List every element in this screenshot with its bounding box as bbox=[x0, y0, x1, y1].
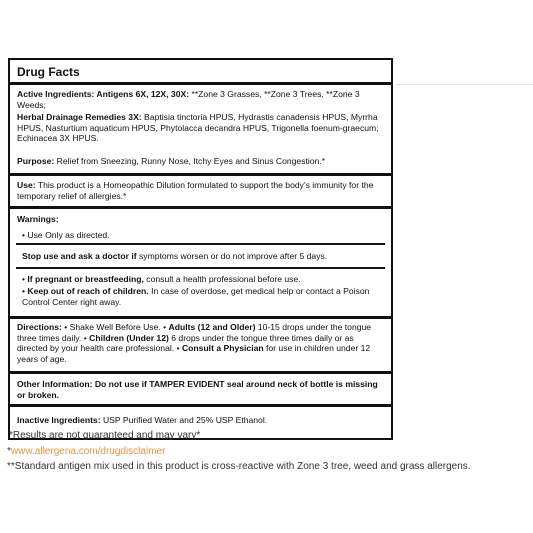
stop-use-label: Stop use and ask a doctor if bbox=[22, 251, 137, 261]
herbal-remedies-text: Baptisia tinctoria HPUS, Hydrastis canadensis HPUS, Myrrha HPUS, Nasturtium aquaticum HPUS, Phytolacca decandra HPUS, Trigonella foenum-graecum; Echinacea 3X HPUS. bbox=[17, 112, 379, 144]
inactive-ingredients-text: USP Purified Water and 25% USP Ethanol. bbox=[100, 415, 268, 425]
disclaimer-link[interactable]: www.allergena.com/drugdisclaimer bbox=[10, 446, 166, 457]
active-ingredients-text: **Zone 3 Grasses, **Zone 3 Trees, **Zone 3 Weeds; bbox=[17, 89, 360, 110]
warning-divider bbox=[16, 243, 385, 245]
herbal-remedies-label: Herbal Drainage Remedies 3X: bbox=[17, 112, 142, 122]
herbal-remedies bbox=[17, 112, 385, 144]
section-rule bbox=[10, 316, 391, 319]
bullet: • bbox=[22, 286, 28, 296]
stop-use-text: symptoms worsen or do not improve after 5 days. bbox=[136, 251, 328, 261]
inactive-ingredients bbox=[17, 415, 385, 426]
active-ingredients-label: Active Ingredients: Antigens 6X, 12X, 30X: bbox=[17, 89, 190, 99]
use-section bbox=[17, 180, 385, 201]
adults-label: Adults (12 and Older) bbox=[168, 322, 256, 332]
use-label: Use: bbox=[17, 180, 36, 190]
keep-out-text: In case of overdose, get medical help or contact a Poison Control Center right away. bbox=[22, 286, 370, 307]
directions-label: Directions: bbox=[17, 322, 62, 332]
keep-out-label: Keep out of reach of children. bbox=[27, 286, 149, 296]
section-rule bbox=[10, 404, 391, 407]
active-ingredients bbox=[17, 89, 385, 110]
section-rule bbox=[10, 206, 391, 209]
children-label: Children (Under 12) bbox=[89, 332, 169, 343]
title-rule bbox=[10, 82, 391, 85]
purpose-label: Purpose: bbox=[17, 156, 55, 166]
warning-use-as-directed: • Use Only as directed. bbox=[22, 230, 110, 240]
directions-section bbox=[17, 322, 385, 364]
section-rule bbox=[10, 371, 391, 374]
results-footnote: *Results are not guaranteed and may vary* bbox=[9, 430, 201, 441]
asterisk: * bbox=[7, 446, 11, 457]
consult-label: Consult a Physician bbox=[181, 343, 264, 354]
disclaimer-footnote bbox=[7, 446, 165, 458]
pregnant-text: consult a health professional before use. bbox=[143, 274, 301, 284]
directions-text: for use in children under 12 years of age. bbox=[17, 343, 371, 364]
standard-antigen-footnote: **Standard antigen mix used in this product is cross-reactive with Zone 3 tree, weed and grass allergens. bbox=[7, 461, 471, 472]
warning-pregnant bbox=[22, 274, 382, 285]
use-text: This product is a Homeopathic Dilution formulated to support the body's immunity for the temporary relief of allergies.* bbox=[17, 180, 374, 201]
warning-divider bbox=[16, 267, 385, 269]
inactive-ingredients-label: Inactive Ingredients: bbox=[17, 415, 101, 425]
warning-keep-out-of-reach bbox=[22, 286, 382, 307]
warning-stop-use bbox=[22, 251, 382, 262]
directions-text: 10-15 drops under the tongue three times daily. • bbox=[17, 322, 372, 343]
background-divider-line bbox=[395, 84, 533, 85]
drug-facts-panel bbox=[8, 58, 393, 440]
purpose-text: Relief from Sneezing, Runny Nose, Itchy Eyes and Sinus Congestion.* bbox=[54, 156, 326, 166]
directions-text: 6 drops under the tongue three times daily or as directed by your health care professional. • bbox=[17, 332, 354, 354]
other-information: Other Information: Do not use if TAMPER EVIDENT seal around neck of bottle is missing or broken. bbox=[17, 379, 378, 400]
bullet: • bbox=[22, 274, 28, 284]
section-rule bbox=[10, 173, 391, 176]
purpose bbox=[17, 156, 385, 167]
pregnant-label: If pregnant or breastfeeding, bbox=[27, 274, 144, 284]
warnings-heading: Warnings: bbox=[17, 214, 59, 224]
drug-facts-title: Drug Facts bbox=[17, 65, 80, 79]
directions-text: • Shake Well Before Use. • bbox=[61, 322, 169, 332]
